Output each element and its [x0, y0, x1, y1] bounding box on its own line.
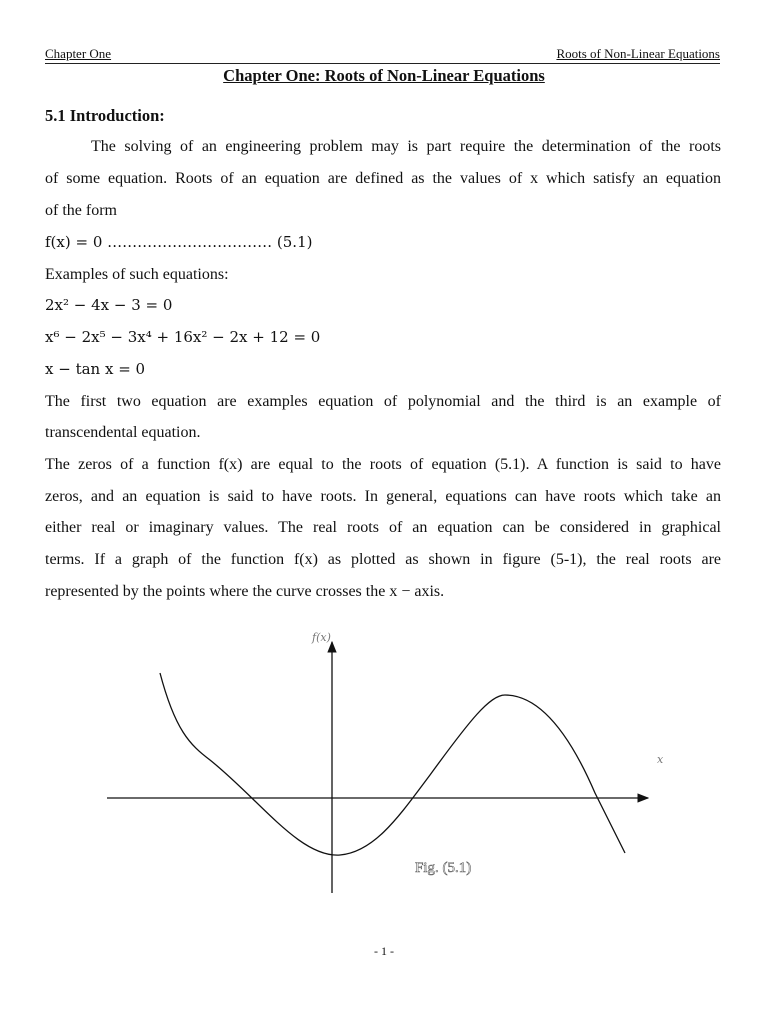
- page-number: - 1 -: [374, 944, 394, 958]
- paragraph-3-line-4: terms. If a graph of the function f(x) as plotted as shown in figure (5-1), the real roots are: [45, 551, 721, 568]
- paragraph-3-line-2: zeros, and an equation is said to have roots. In general, equations can have roots which take an: [45, 488, 721, 505]
- equation-example-2: x⁶ − 2x⁵ − 3x⁴ + 16x² − 2x + 12 = 0: [45, 328, 321, 346]
- paragraph-2-line-2: transcendental equation.: [45, 424, 201, 441]
- paragraph-1-line-3: of the form: [45, 202, 117, 219]
- header-chapter: Chapter One: [45, 46, 112, 61]
- paragraph-2-line-1: The first two equation are examples equation of polynomial and the third is an example of: [45, 393, 721, 410]
- paragraph-3-line-1: The zeros of a function f(x) are equal to the roots of equation (5.1). A function is said to have: [45, 456, 721, 473]
- equation-example-3: x − tan x = 0: [45, 360, 146, 378]
- header-topic: Roots of Non-Linear Equations: [556, 46, 720, 61]
- x-axis-label: x: [657, 753, 664, 766]
- equation-example-1: 2x² − 4x − 3 = 0: [45, 296, 173, 314]
- running-header: [45, 46, 720, 64]
- examples-intro: Examples of such equations:: [45, 266, 229, 283]
- paragraph-3-line-5: represented by the points where the curve crosses the x − axis.: [45, 583, 445, 600]
- equation-5-1: f(x) = 0 …………………………… (5.1): [45, 233, 313, 251]
- paragraph-3-line-3: either real or imaginary values. The real roots of an equation can be considered in graphical: [45, 519, 721, 536]
- chapter-title: Chapter One: Roots of Non-Linear Equations: [223, 66, 545, 85]
- paragraph-1-line-1: The solving of an engineering problem may is part require the determination of the roots: [91, 138, 721, 155]
- paragraph-1-line-2: of some equation. Roots of an equation are defined as the values of x which satisfy an equation: [45, 170, 721, 187]
- y-axis-label: f(x): [312, 631, 331, 644]
- section-heading: 5.1 Introduction:: [45, 106, 165, 125]
- function-curve: [160, 673, 625, 855]
- figure-caption: Fig. (5.1): [415, 860, 472, 876]
- figure-5-1: [100, 625, 680, 905]
